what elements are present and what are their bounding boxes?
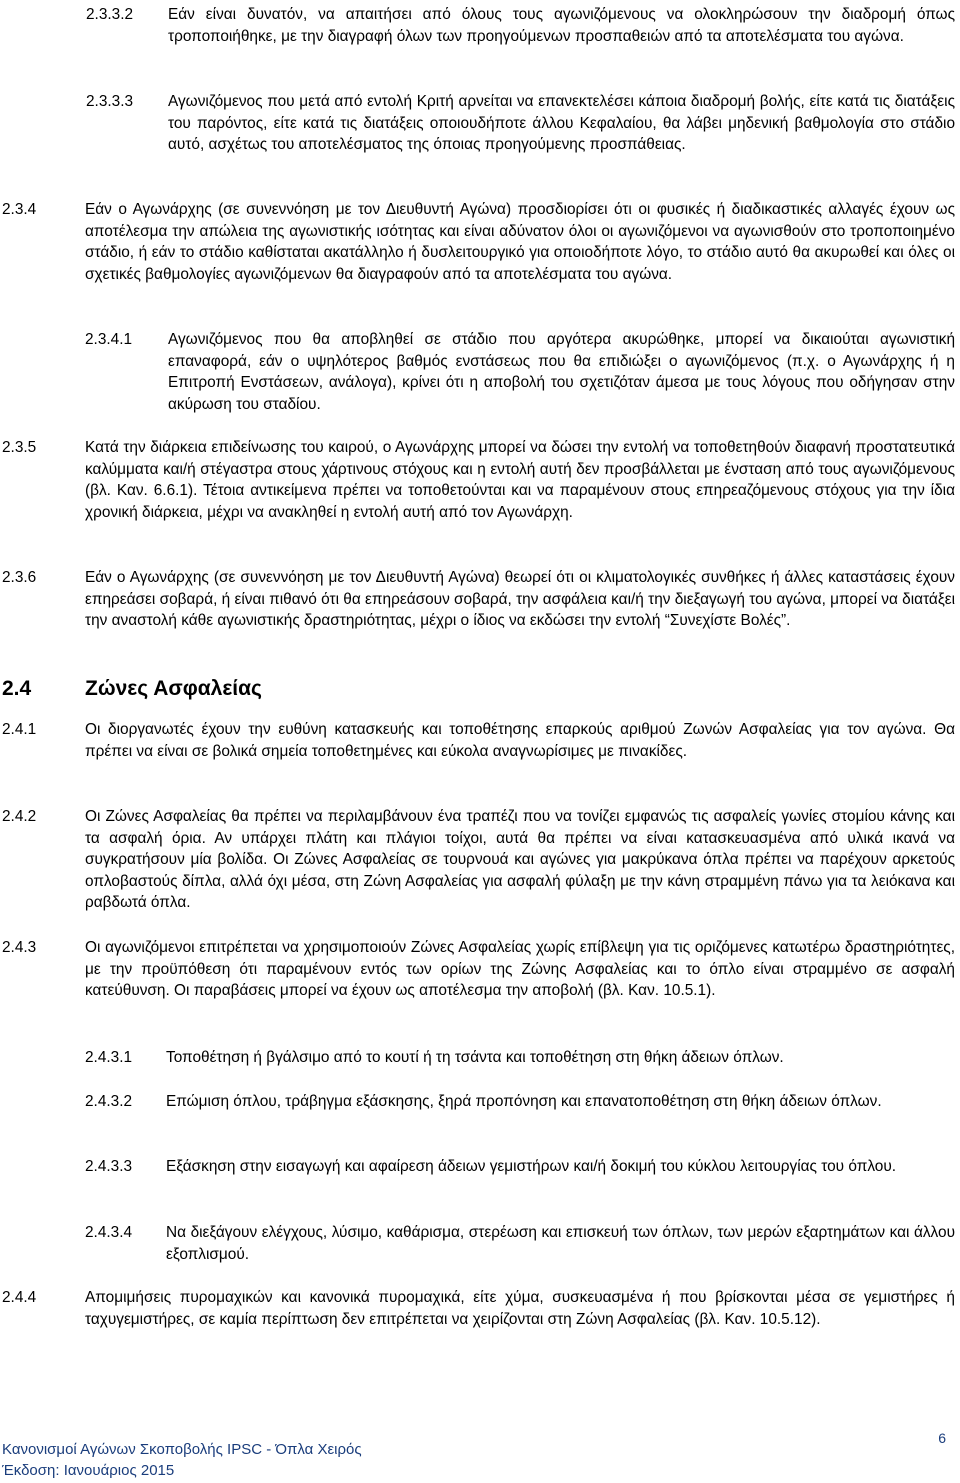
section-2-4-2-text: Οι Ζώνες Ασφαλείας θα πρέπει να περιλαμβάνουν ένα τραπέζι που να τονίζει εμφανώς τις ασφαλείς γωνίες στομίου κάνης και τα ασφαλή όρια. Αν υπάρχει πλάτη και πλάγιοι τοίχοι, αυτά θα πρέπει να είναι κατασκευασμένα από υλικά ικανά να συγκρατήσουν μία βολίδα. Οι Ζώνες Ασφαλείας σε τουρνουά και αγώνες για μακρύκανα όπλα πρέπει να παρέχουν αρκετούς οπλοβαστούς δίπλα, αλλά όχι μέσα, στη Ζώνη Ασφαλείας για ασφαλή φύλαξη με την κάνη στραμμένη πάνω για τα λειόκανα και ραβδωτά όπλα. (85, 808, 955, 912)
section-number: 2.3.4.1 (85, 331, 133, 348)
section-2-4-3-4-text: Να διεξάγουν ελέγχους, λύσιμο, καθάρισμα, στερέωση και επισκευή των όπλων, των μερών εξαρτημάτων και άλλου εξοπλισμού. (166, 1224, 955, 1263)
section-2-3-4-1-text: Αγωνιζόμενος που θα αποβληθεί σε στάδιο που αργότερα ακυρώθηκε, μπορεί να δικαιούται αγωνιστική επαναφορά, εάν ο υψηλότερος βαθμός ενστάσεως που θα επιδιώξει ο αγωνιζόμενος (π.χ. ο Αγωνάρχης ή η Επιτροπή Ενστάσεων, ανάλογα), κρίνει ότι η αποβολή του σχετιζόταν άμεσα με τους λόγους που οδήγησαν στην ακύρωση του σταδίου. (168, 331, 955, 413)
section-2-3-5-text: Κατά την διάρκεια επιδείνωσης του καιρού, ο Αγωνάρχης μπορεί να δώσει την εντολή να τοποθετηθούν διαφανή προστατευτικά καλύμματα και/ή στέγαστρα στους χάρτινους στόχους και η εντολή αυτή δεν προσβάλλεται με ένσταση από τους αγωνιζόμενους (βλ. Καν. 6.6.1). Τέτοια αντικείμενα πρέπει να τοποθετούνται και να παραμένουν στους επηρεαζόμενους στόχους για την ίδια χρονική διάρκεια, μέχρι να ανακληθεί η εντολή αυτή από τον Αγωνάρχη. (85, 439, 955, 521)
section-heading-number: 2.4 (2, 677, 32, 700)
section-number: 2.4.3.4 (85, 1224, 133, 1241)
section-number: 2.3.5 (2, 439, 37, 456)
section-2-4-1-text: Οι διοργανωτές έχουν την ευθύνη κατασκευής και τοποθέτησης επαρκούς αριθμού Ζωνών Ασφαλείας για τον αγώνα. Θα πρέπει να είναι σε βολικά σημεία τοποθετημένες και εύκολα αναγνωρίσιμες με πινακίδες. (85, 721, 955, 760)
section-number: 2.3.4 (2, 201, 37, 218)
section-number: 2.3.6 (2, 569, 37, 586)
page-number: 6 (938, 1430, 946, 1446)
footer-edition: Έκδοση: Ιανουάριος 2015 (2, 1462, 175, 1479)
footer-title: Κανονισμοί Αγώνων Σκοποβολής IPSC - Όπλα Χειρός (2, 1441, 362, 1458)
section-number: 2.3.3.2 (86, 6, 134, 23)
section-number: 2.4.4 (2, 1289, 37, 1306)
section-number: 2.4.3.1 (85, 1049, 133, 1066)
section-heading-title: Ζώνες Ασφαλείας (85, 677, 262, 700)
section-2-4-3-1-text: Τοποθέτηση ή βγάλσιμο από το κουτί ή τη τσάντα και τοποθέτηση στη θήκη άδειων όπλων. (166, 1049, 784, 1066)
section-2-4-3-2-text: Επώμιση όπλου, τράβηγμα εξάσκησης, ξηρά προπόνηση και επανατοποθέτηση στη θήκη άδειων όπλων. (166, 1093, 882, 1110)
section-2-3-3-3-text: Αγωνιζόμενος που μετά από εντολή Κριτή αρνείται να επανεκτελέσει κάποια διαδρομή βολής, είτε κατά τις διατάξεις του παρόντος, είτε κατά τις διατάξεις οποιουδήποτε άλλου Κεφαλαίου, θα λάβει μηδενική βαθμολογία στο στάδιο αυτό, ασχέτως του αποτελέσματος της όποιας προηγούμενης προσπάθειας. (168, 93, 955, 154)
section-number: 2.4.2 (2, 808, 37, 825)
section-2-3-6-text: Εάν ο Αγωνάρχης (σε συνεννόηση με τον Διευθυντή Αγώνα) θεωρεί ότι οι κλιματολογικές συνθήκες ή άλλες καταστάσεις έχουν επηρεάσει σοβαρά, ή είναι πιθανό ότι θα επηρεάσουν σοβαρά, την ασφάλεια και/ή την διεξαγωγή του αγώνα, μπορεί να διατάξει την αναστολή κάθε αγωνιστικής δραστηριότητας, μέχρι ο ίδιος να εκδώσει την εντολή “Συνεχίστε Βολές”. (85, 569, 955, 630)
section-2-3-4-text: Εάν ο Αγωνάρχης (σε συνεννόηση με τον Διευθυντή Αγώνα) προσδιορίσει ότι οι φυσικές ή διαδικαστικές αλλαγές έχουν ως αποτέλεσμα την απώλεια της αγωνιστικής ισότητας και είναι αδύνατον όλοι οι αγωνιζόμενοι να αγωνισθούν στο τροποποιημένο στάδιο, ή εάν το στάδιο καθίσταται ακατάλληλο ή δυσλειτουργικό για οποιοδήποτε λόγο, το στάδιο αυτό θα ακυρωθεί και όλες οι σχετικές βαθμολογίες αγωνιζόμενων θα διαγραφούν από τα αποτελέσματα του αγώνα. (85, 201, 955, 283)
section-number: 2.3.3.3 (86, 93, 134, 110)
section-number: 2.4.3.2 (85, 1093, 133, 1110)
section-number: 2.4.1 (2, 721, 37, 738)
section-2-4-3-text: Οι αγωνιζόμενοι επιτρέπεται να χρησιμοποιούν Ζώνες Ασφαλείας χωρίς επίβλεψη για τις οριζόμενες κατωτέρω δραστηριότητες, με την προϋπόθεση ότι παραμένουν εντός των ορίων της Ζώνης Ασφαλείας και το όπλο είναι στραμμένο σε ασφαλή κατεύθυνση. Οι παραβάσεις μπορεί να έχουν ως αποτέλεσμα την αποβολή (βλ. Καν. 10.5.1). (85, 939, 955, 1000)
section-number: 2.4.3 (2, 939, 37, 956)
section-number: 2.4.3.3 (85, 1158, 133, 1175)
section-2-4-3-3-text: Εξάσκηση στην εισαγωγή και αφαίρεση άδειων γεμιστήρων και/ή δοκιμή του κύκλου λειτουργίας του όπλου. (166, 1158, 897, 1175)
section-2-3-3-2-text: Εάν είναι δυνατόν, να απαιτήσει από όλους τους αγωνιζόμενους να ολοκληρώσουν την διαδρομή όπως τροποποιήθηκε, με την διαγραφή όλων των προηγούμενων προσπαθειών από τα αποτελέσματα του αγώνα. (168, 6, 955, 45)
section-2-4-4-text: Απομιμήσεις πυρομαχικών και κανονικά πυρομαχικά, είτε χύμα, συσκευασμένα ή που βρίσκονται μέσα σε γεμιστήρες ή ταχυγεμιστήρες, σε καμία περίπτωση δεν επιτρέπεται να χειρίζονται στη Ζώνη Ασφαλείας (βλ. Καν. 10.5.12). (85, 1289, 955, 1328)
